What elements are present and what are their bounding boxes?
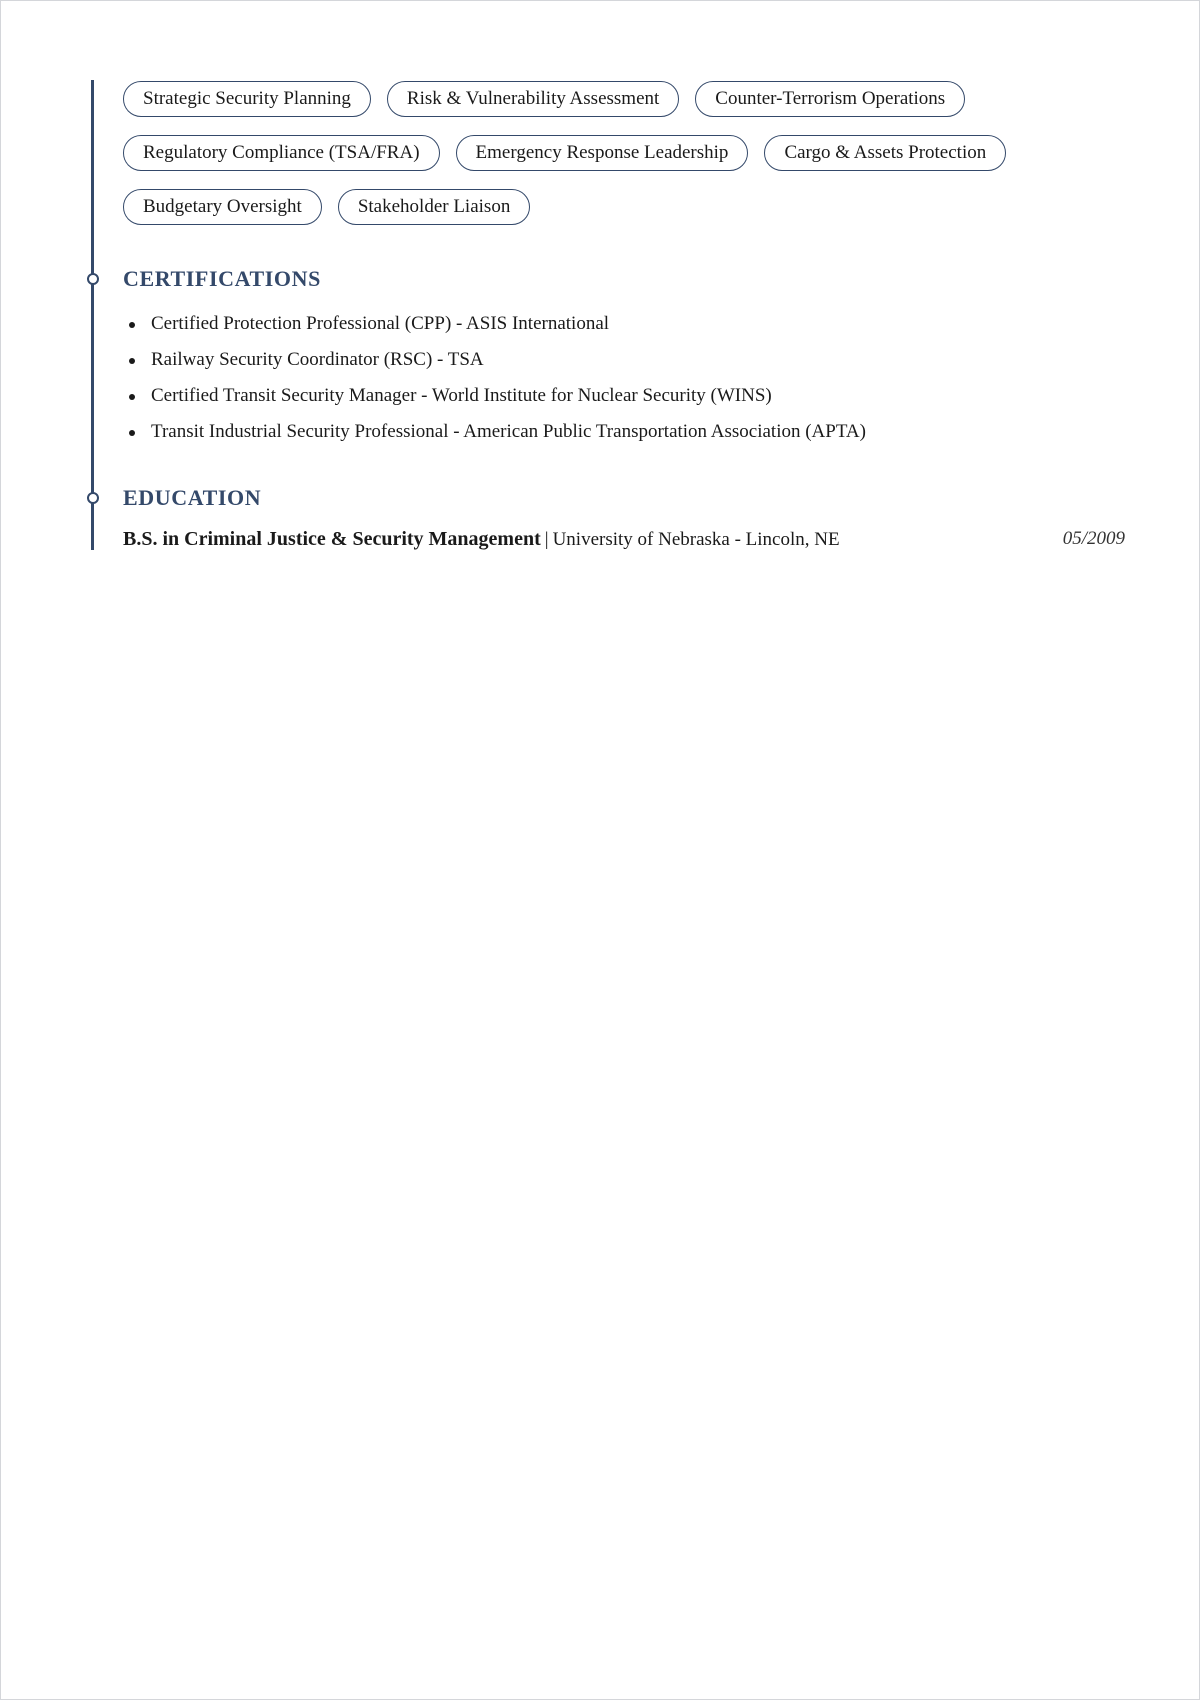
education-date: 05/2009 [1062, 528, 1125, 549]
bullet-icon [129, 358, 135, 364]
bullet-icon [129, 322, 135, 328]
skill-row [123, 81, 1083, 117]
education-heading: EDUCATION [123, 485, 262, 510]
skill-chip: Regulatory Compliance (TSA/FRA) [123, 135, 440, 171]
timeline-dot-certifications [87, 273, 99, 285]
skill-chip: Counter-Terrorism Operations [695, 81, 965, 117]
skill-chip: Budgetary Oversight [123, 189, 322, 225]
list-item [123, 342, 1123, 378]
education-school: University of Nebraska - Lincoln, NE [552, 529, 840, 550]
skill-chip: Emergency Response Leadership [456, 135, 749, 171]
certifications-heading: CERTIFICATIONS [123, 266, 321, 291]
skill-row [123, 189, 1083, 225]
certification-text: Railway Security Coordinator (RSC) - TSA [151, 349, 484, 370]
skill-row [123, 135, 1083, 171]
education-degree: B.S. in Criminal Justice & Security Management [123, 528, 541, 550]
skills-section [123, 81, 1083, 243]
bullet-icon [129, 430, 135, 436]
certification-text: Certified Protection Professional (CPP) - ASIS International [151, 313, 610, 334]
skill-chip: Cargo & Assets Protection [764, 135, 1006, 171]
list-item [123, 378, 1123, 414]
list-item [123, 306, 1123, 342]
bullet-icon [129, 394, 135, 400]
education-separator: | [544, 529, 549, 550]
resume-content [1, 1, 1199, 1699]
skill-chip: Stakeholder Liaison [338, 189, 531, 225]
timeline-dot-education [87, 492, 99, 504]
certification-text: Certified Transit Security Manager - World Institute for Nuclear Security (WINS) [151, 385, 772, 406]
skill-chip: Strategic Security Planning [123, 81, 371, 117]
timeline-line [91, 80, 94, 550]
certification-text: Transit Industrial Security Professional - American Public Transportation Association (APTA) [151, 421, 866, 442]
education-entry [123, 525, 1125, 553]
certifications-list [123, 306, 1123, 450]
skill-chip: Risk & Vulnerability Assessment [387, 81, 679, 117]
list-item [123, 414, 1123, 450]
